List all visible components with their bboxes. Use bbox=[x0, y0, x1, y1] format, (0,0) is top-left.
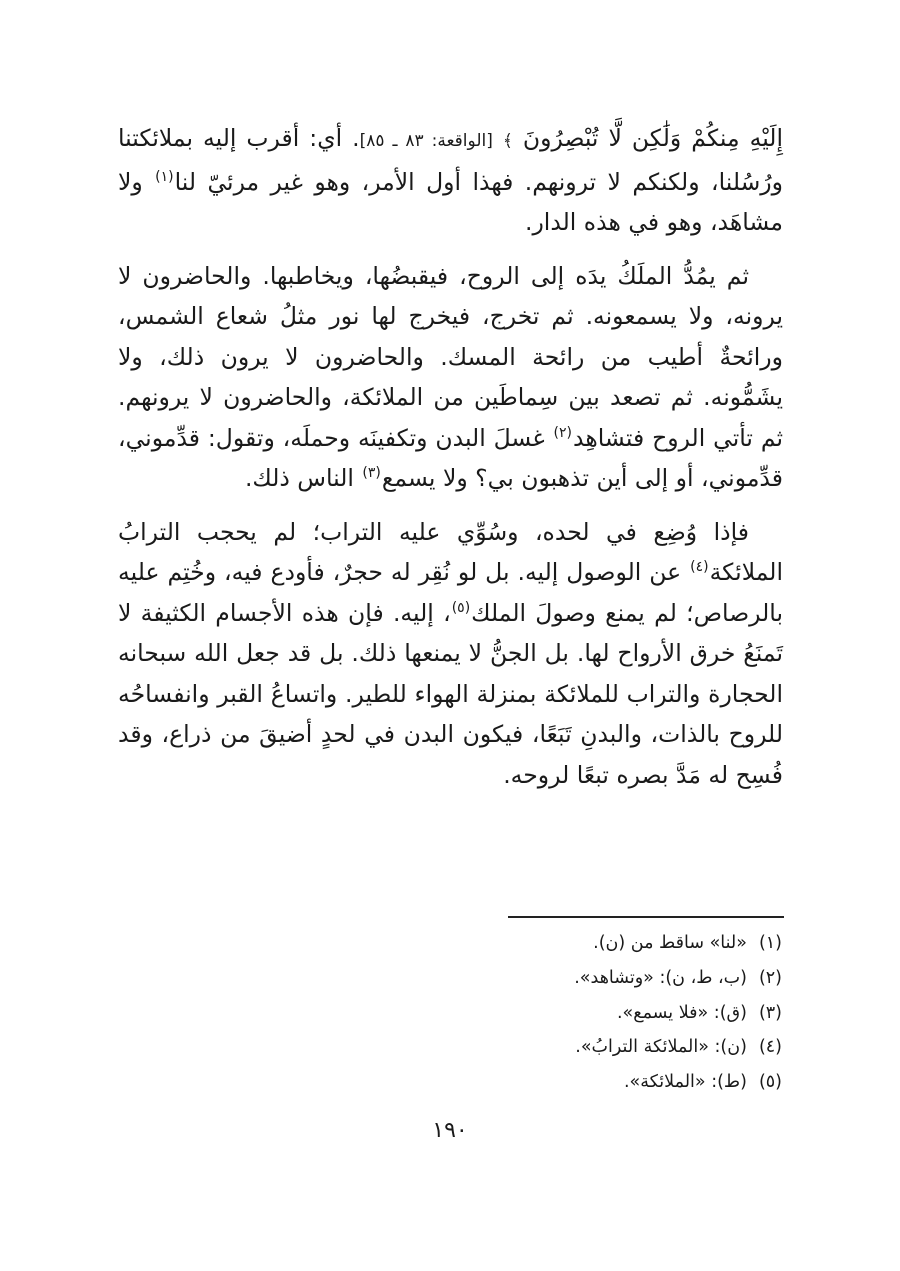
footnote-marker-5: (٥) bbox=[451, 599, 471, 616]
footnote-text: «لنا» ساقط من (ن). bbox=[593, 933, 747, 953]
footnote-item bbox=[118, 961, 782, 996]
paragraph-text: ولا مشاهَد، وهو في هذه الدار. bbox=[118, 167, 783, 236]
surah-reference: [الواقعة: ٨٣ ـ ٨٥] bbox=[359, 131, 493, 151]
footnote-marker-1: (١) bbox=[155, 168, 174, 185]
footnote-marker-3: (٣) bbox=[362, 465, 381, 481]
page-number: ١٩٠ bbox=[432, 1118, 468, 1143]
paragraph-text: . أي: أقرب إليه بملائكتنا ورُسُلنا، ولكنكم لا ترونهم. فهذا أول الأمر، وهو غير مرئيّ لنا bbox=[118, 124, 783, 196]
paragraph-3 bbox=[118, 512, 783, 796]
footnotes bbox=[118, 926, 782, 1100]
footnote-text: (ب، ط، ن): «وتشاهد». bbox=[574, 967, 747, 988]
footnote-number: (١) bbox=[758, 933, 782, 953]
main-text bbox=[118, 118, 783, 808]
footnote-separator bbox=[508, 916, 784, 918]
paragraph-text: الناس ذلك. bbox=[244, 464, 362, 492]
paragraph-text: ، إليه. فإن هذه الأجسام الكثيفة لا تَمنَعُ خرق الأرواح لها. بل الجنُّ لا يمنعها ذلك. بل قد جعل الله سبحانه الحجارة والتراب للملائكة بمنزلة الهواء للطير. واتساعُ القبر وانفساحُه للروح بالذات، والبدنِ تَبَعًا، فيكون البدن في لحدٍ أضيقَ من ذراع، وقد فُسِح له مَدَّ بصره تبعًا لروحه. bbox=[118, 598, 783, 789]
footnote-marker-2: (٢) bbox=[553, 424, 573, 441]
footnote-text: (ط): «الملائكة». bbox=[623, 1072, 747, 1093]
footnote-text: (ق): «فلا يسمع». bbox=[616, 1002, 747, 1023]
paragraph-2 bbox=[118, 256, 783, 499]
footnote-number: (٢) bbox=[758, 967, 782, 988]
paragraph-text: غسلَ البدن وتكفينَه وحملَه، وتقول: قدِّموني، قدِّموني، أو إلى أين تذهبون بي؟ ولا يسمع bbox=[118, 423, 783, 492]
footnote-number: (٤) bbox=[758, 1037, 782, 1058]
paragraph-text: فإذا وُضِع في لحده، وسُوِّي عليه التراب؛ لم يحجب الترابُ الملائكة bbox=[118, 517, 783, 586]
ayah-end-ornament: ﴾ bbox=[502, 131, 513, 151]
footnote-text: (ن): «الملائكة الترابُ». bbox=[575, 1037, 747, 1058]
paragraph-1 bbox=[118, 118, 783, 243]
footnote-marker-4: (٤) bbox=[690, 559, 709, 575]
paragraph-text: ثم يمُدُّ الملَكُ يدَه إلى الروح، فيقبضُها، ويخاطبها. والحاضرون لا يرونه، ولا يسمعونه. ثم تخرج، فيخرج لها نور مثلُ شعاع الشمس، ورائحةٌ أطيب من رائحة المسك. والحاضرون لا يرون ذلك، ولا يشَمُّونه. ثم تصعد بين سِماطَين من الملائكة، والحاضرون لا يرونهم. ثم تأتي الروح فتشاهِد bbox=[118, 261, 783, 452]
paragraph-text: عن الوصول إليه. بل لو نُقِر له حجرٌ، فأودع فيه، وخُتِم عليه بالرصاص؛ لم يمنع وصولَ الملك bbox=[118, 558, 783, 627]
footnote-item bbox=[118, 1030, 782, 1065]
quran-verse: إِلَيْهِ مِنكُمْ وَلَٰكِن لَّا تُبْصِرُونَ bbox=[522, 124, 783, 152]
footnote-item bbox=[118, 1065, 782, 1100]
footnote-item bbox=[118, 926, 782, 961]
footnote-number: (٣) bbox=[758, 1002, 782, 1023]
footnote-number: (٥) bbox=[758, 1072, 782, 1093]
footnote-item bbox=[118, 996, 782, 1031]
